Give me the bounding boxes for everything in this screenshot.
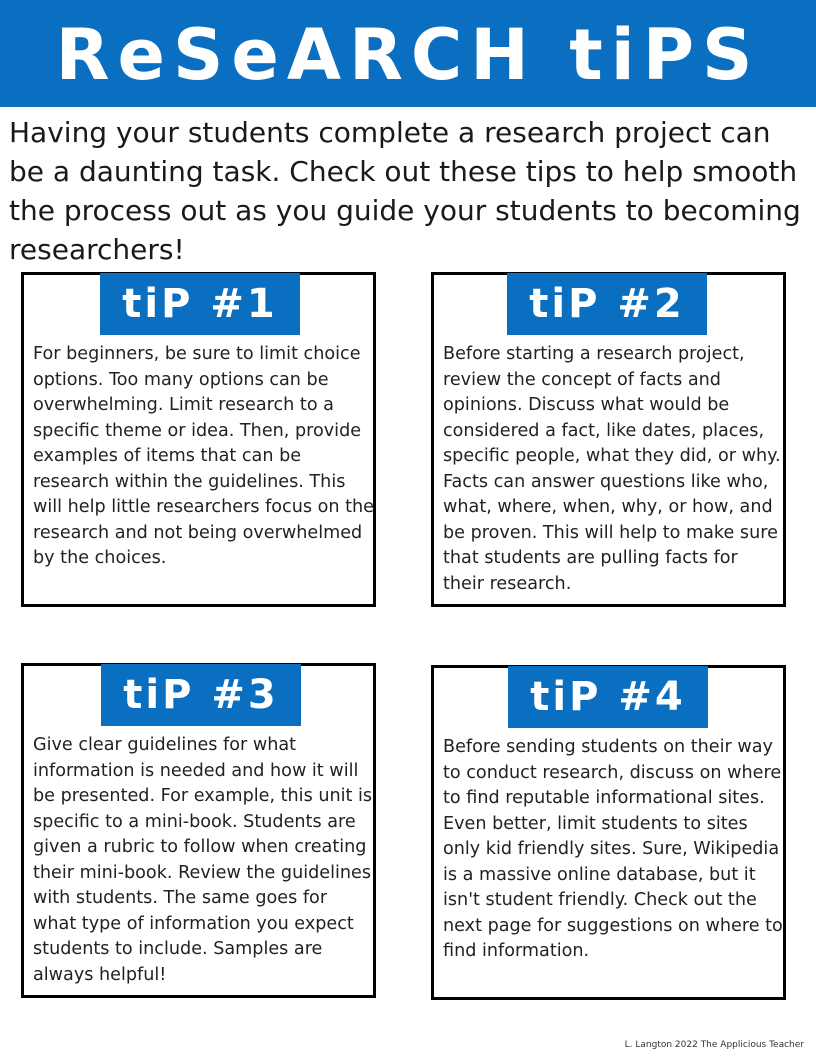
tip-card-3 bbox=[21, 663, 376, 998]
tip-heading-2: tiP #2 bbox=[507, 273, 707, 335]
tip-card-2 bbox=[431, 272, 786, 607]
intro-paragraph: Having your students complete a research project can be a daunting task. Check out these tips to help smooth the process out as you guide your students to becoming researchers! bbox=[9, 116, 801, 266]
tip-text-4: Before sending students on their way to conduct research, discuss on where to find reputable informational sites. Even better, limit students to sites only kid friendly sites. Sure, Wikipedia is a massive online database, but it isn't student friendly. Check out the next page for suggestions on where to find information. bbox=[443, 737, 783, 961]
tip-heading-3: tiP #3 bbox=[101, 664, 301, 726]
tip-card-4 bbox=[431, 665, 786, 1000]
tip-text-1: For beginners, be sure to limit choice options. Too many options can be overwhelming. Limit research to a specific theme or idea. Then, provide examples of items that can be research within the guidelines. This will help little researchers focus on the research and not being overwhelmed by the choices. bbox=[33, 344, 374, 568]
title-banner bbox=[0, 0, 816, 107]
tip-heading-1: tiP #1 bbox=[100, 273, 300, 335]
tip-text-3: Give clear guidelines for what information is needed and how it will be presented. For example, this unit is specific to a mini-book. Students are given a rubric to follow when creating their mini-book. Review the guidelines with students. The same goes for what type of information you expect students to include. Samples are always helpful! bbox=[33, 735, 373, 985]
tip-heading-4: tiP #4 bbox=[508, 666, 708, 728]
tip-card-1 bbox=[21, 272, 376, 607]
page-title: ReSeARCH tiPS bbox=[55, 13, 761, 96]
tip-text-2: Before starting a research project, review the concept of facts and opinions. Discuss what would be considered a fact, like dates, places, specific people, what they did, or why. Facts can answer questions like who, what, where, when, why, or how, and be proven. This will help to make sure that students are pulling facts for their research. bbox=[443, 344, 781, 594]
footer-credit: L. Langton 2022 The Applicious Teacher bbox=[624, 1040, 804, 1050]
